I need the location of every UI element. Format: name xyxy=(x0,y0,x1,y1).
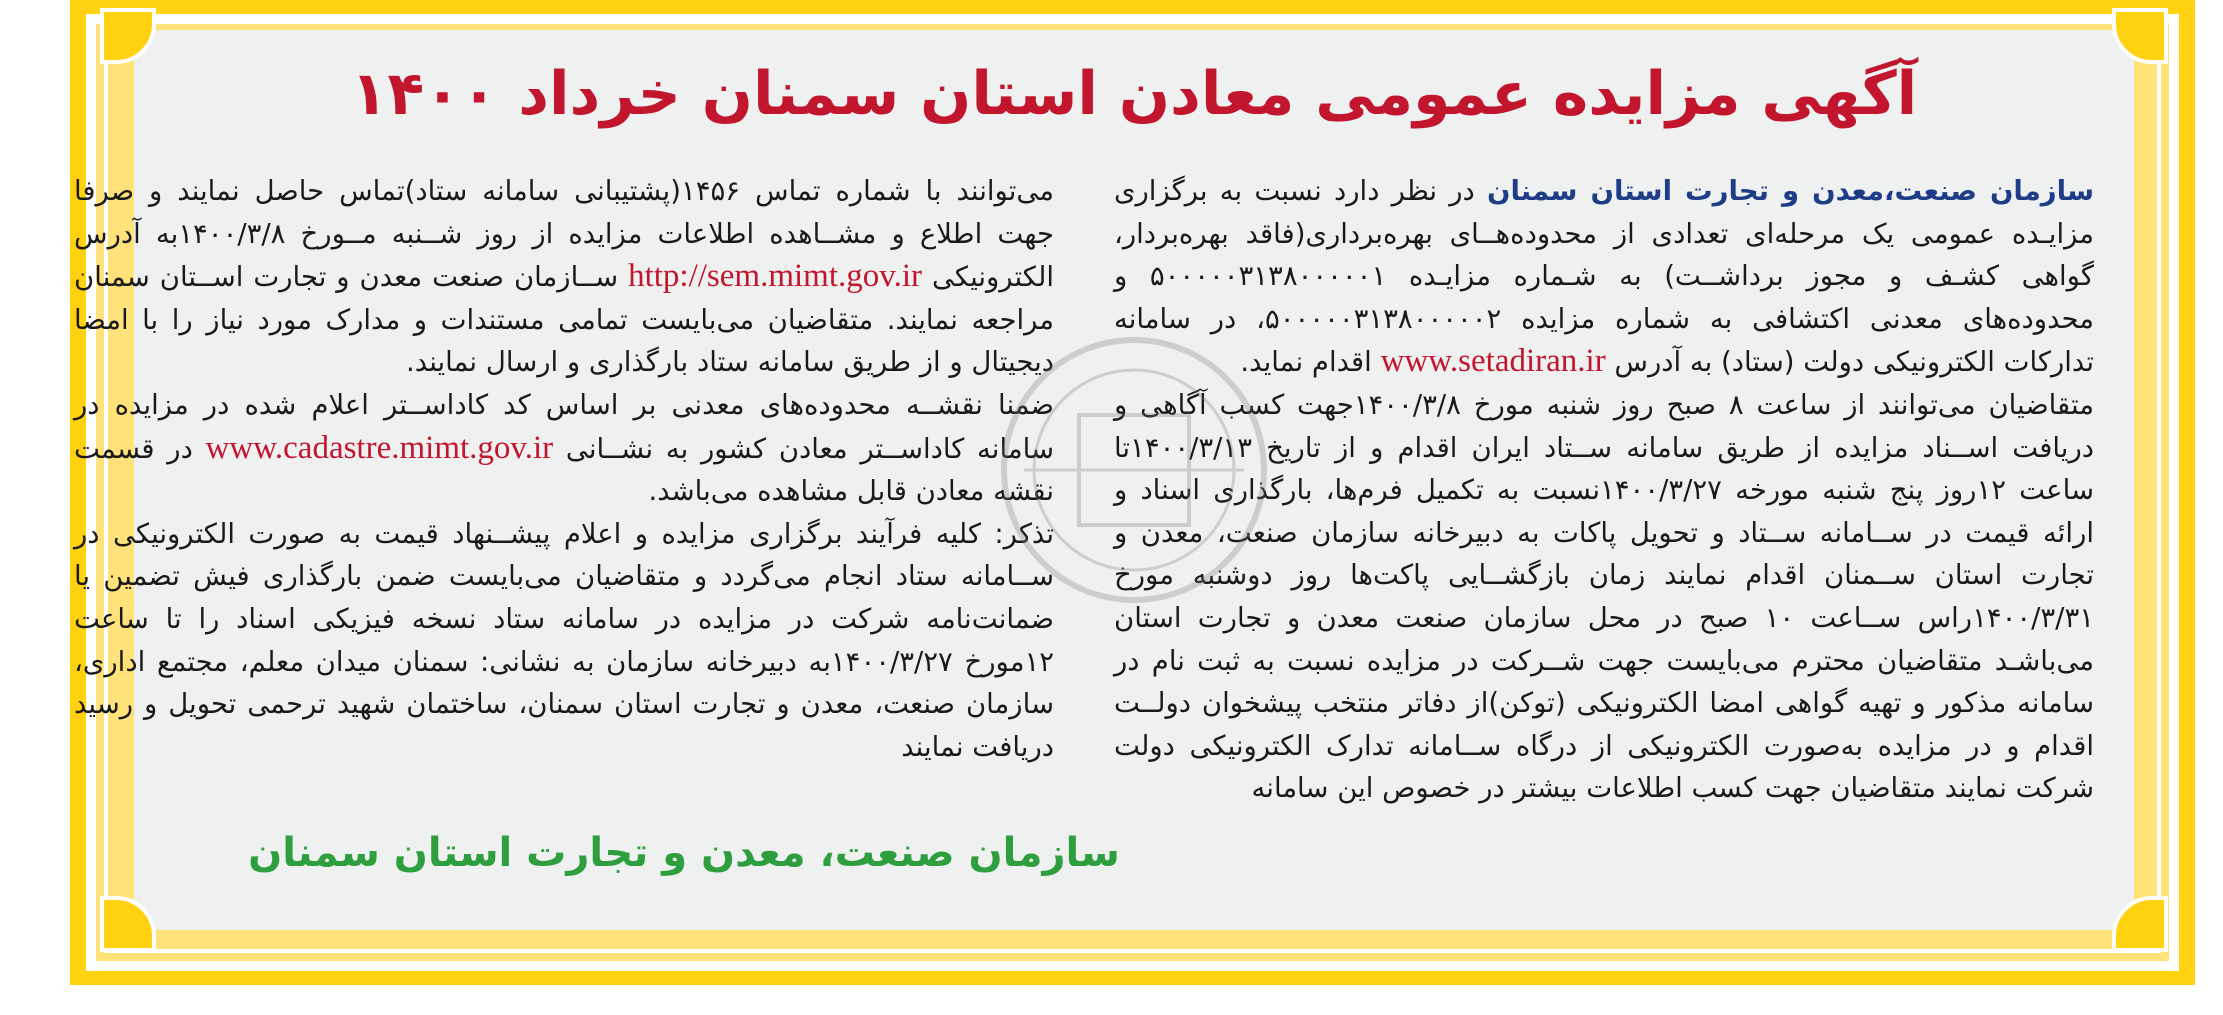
notice-title: آگهی مزایده عمومی معادن استان سمنان خرداد ۱۴۰۰ xyxy=(350,59,1918,129)
left-paragraph-1 xyxy=(74,170,1054,384)
organization-name: سازمان صنعت،معدن و تجارت استان سمنان xyxy=(1486,175,2094,207)
frame-corner-bottom-left xyxy=(100,896,156,952)
left-paragraph-2-text-a: ضمنا نقشــه محدوده‌های معدنی بر اساس کد کاداســتر اعلام شده در مزایده در سامانه کاداســتر معادن کشور به نشــانی xyxy=(74,388,1054,465)
sem-url-link[interactable]: http://sem.mimt.gov.ir xyxy=(628,258,923,295)
left-column xyxy=(74,170,1054,768)
right-column xyxy=(1114,170,2094,810)
cadastre-url-link[interactable]: www.cadastre.mimt.gov.ir xyxy=(205,429,554,466)
setad-url-link[interactable]: www.setadiran.ir xyxy=(1380,343,1606,380)
frame-corner-bottom-right xyxy=(2112,896,2168,952)
notice-frame xyxy=(70,0,2195,985)
notice-content xyxy=(74,30,2134,930)
left-paragraph-3: تذکر: کلیه فرآیند برگزاری مزایده و اعلام پیشــنهاد قیمت به صورت الکترونیکی در ســامانه ستاد انجام می‌گردد و متقاضیان می‌بایست ضمن بارگذاری فیش تضمین یا ضمانت‌نامه شرکت در مزایده در سامانه ستاد نسخه فیزیکی اسناد را تا ساعت ۱۲مورخ ۱۴۰۰/۳/۲۷به دبیرخانه سازمان به نشانی: سمنان میدان معلم، مجتمع اداری، سازمان صنعت، معدن و تجارت استان سمنان، ساختمان شهید ترحمی تحویل و رسید دریافت نمایند xyxy=(74,517,1054,763)
left-paragraph-2-text-b: در قسمت نقشه معادن قابل مشاهده می‌باشد. xyxy=(74,432,1054,508)
right-paragraph-1-text-a: در نظر دارد نسبت به برگزاری مزایـده عمومی یک مرحله‌ای تعدادی از محدوده‌هــای بهره‌برداری(فاقد بهره‌بردار، گواهی کشـف و مجوز برداشــت) به شـماره مزایـده ۵۰۰۰۰۰۳۱۳۸۰۰۰۰۰۱ و محدوده‌های معدنی اکتشافی به شماره مزایده ۵۰۰۰۰۰۳۱۳۸۰۰۰۰۰۲، در سامانه تدارکات الکترونیکی دولت (ستاد) به آدرس xyxy=(1114,175,2094,379)
left-paragraph-1-text-a: می‌توانند با شماره تماس ۱۴۵۶(پشتیبانی سامانه ستاد)تماس حاصل نمایند و صرفا جهت اطلاع و مشــاهده اطلاعات مزایده از روز شــنبه مــورخ ۱۴۰۰/۳/۸به آدرس الکترونیکی xyxy=(74,175,1055,294)
right-paragraph-1 xyxy=(1114,170,2094,384)
right-paragraph-2: متقاضیان می‌توانند از ساعت ۸ صبح روز شنبه مورخ ۱۴۰۰/۳/۸جهت کسب آگاهی و دریافت اســناد مزایده از طریق سامانه ســتاد ایران اقدام و از تاریخ ۱۴۰۰/۳/۱۳تا ساعت ۱۲روز پنج شنبه مورخه ۱۴۰۰/۳/۲۷نسبت به تکمیل فرم‌ها، بارگذاری اسناد و ارائه قیمت در ســامانه ســتاد و تحویل پاکات به دبیرخانه سازمان صنعت، معدن و تجارت استان ســمنان اقدام نمایند زمان بازگشــایی پاکت‌ها روز دوشنبه مورخ ۱۴۰۰/۳/۳۱راس ســاعت ۱۰ صبح در محل سازمان صنعت معدن و تجارت استان می‌باشـد متقاضیان محترم می‌بایست جهت شــرکت در مزایده نسبت به ثبت نام در سامانه مذکور و تهیه گواهی امضا الکترونیکی (توکن)از دفاتر منتخب پیشخوان دولــت اقدام و در مزایده به‌صورت الکترونیکی از درگاه ســامانه تدارک الکترونیکی دولت شرکت نمایند متقاضیان جهت کسب اطلاعات بیشتر در خصوص این سامانه xyxy=(1114,388,2094,805)
signature-organization: سازمان صنعت، معدن و تجارت استان سمنان xyxy=(248,830,1120,876)
left-paragraph-2 xyxy=(74,384,1054,513)
left-paragraph-1-text-b: ســازمان صنعت معدن و تجارت اســتان سمنان مراجعه نمایند. متقاضیان می‌بایست تمامی مستندات و مدارک مورد نیاز را با امضا دیجیتال و از طریق سامانه ستاد بارگذاری و ارسال نمایند. xyxy=(74,261,1054,379)
right-paragraph-1-text-b: اقدام نماید. xyxy=(1240,346,1381,379)
